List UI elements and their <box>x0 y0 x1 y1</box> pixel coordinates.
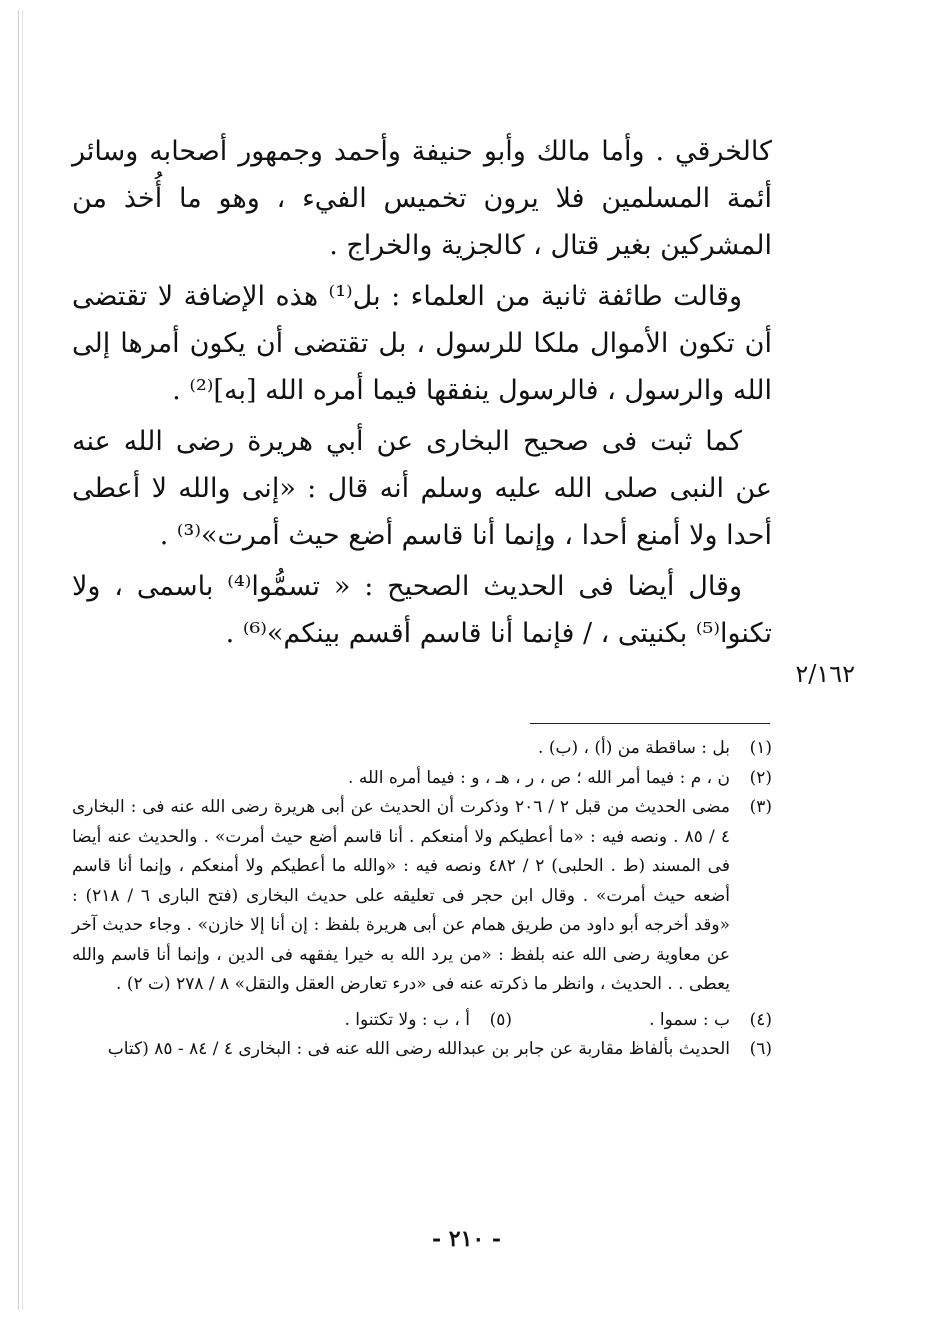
footnotes <box>72 734 772 1065</box>
paragraph-2: وقالت طائفة ثانية من العلماء : بل⁽¹⁾ هذه الإضافة لا تقتضى أن تكون الأموال ملكا للرسول ، بل تقتضى أن يكون أمرها إلى الله والرسول ، فالرسول ينفقها فيما أمره الله [به]⁽²⁾ . <box>72 281 772 406</box>
footnote-text: مضى الحديث من قبل ٢ / ٢٠٦ وذكرت أن الحديث عن أبى هريرة رضى الله عنه فى : البخارى ٤ / ٨٥ . ونصه فيه : «ما أعطيكم ولا أمنعكم . أنا قاسم أضع حيث أمرت» . والحديث عنه أيضا فى المسند (ط . الحلبى) ٢ / ٤٨٢ ونصه فيه : «والله ما أعطيكم ولا أمنعكم ، وإنما أنا قاسم أضعه حيث أمرت» . وقال ابن حجر فى تعليقه على حديث البخارى (فتح البارى ٦ / ٢١٨) : «وقد أخرجه أبو داود من طريق همام عن أبى هريرة بلفظ : إن أنا إلا خازن» . وجاء حديث آخر عن معاوية رضى الله عنه بلفظ : «من يرد الله به خيرا يفقهه فى الدين ، وإنما أنا قاسم والله يعطى . . الحديث ، وانظر ما ذكرته عنه فى «درء تعارض العقل والنقل» ٨ / ٢٧٨ (ت ٢) . <box>72 797 731 994</box>
binding-edge-line-inner <box>22 10 23 1310</box>
footnote-text: بل : ساقطة من (أ) ، (ب) . <box>538 738 730 758</box>
paragraph-3: كما ثبت فى صحيح البخارى عن أبي هريرة رضى الله عنه عن النبى صلى الله عليه وسلم أنه قال : «إنى والله لا أعطى أحدا ولا أمنع أحدا ، وإنما أنا قاسم أضع حيث أمرت»⁽³⁾ . <box>72 426 772 551</box>
binding-edge-line <box>18 10 19 1310</box>
margin-reference: ٢/١٦٢ <box>795 660 855 688</box>
footnote-1 <box>72 734 772 764</box>
footnote-text: الحديث بألفاظ مقاربة عن جابر بن عبدالله رضى الله عنه فى : البخارى ٤ / ٨٤ - ٨٥ (كتاب <box>107 1039 730 1059</box>
footnote-text: أ ، ب : ولا تكتنوا . <box>344 1009 470 1030</box>
footnote-number: (٢) <box>749 767 772 788</box>
paragraph-1: كالخرقي . وأما مالك وأبو حنيفة وأحمد وجمهور أصحابه وسائر أئمة المسلمين فلا يرون تخميس الفيء ، وهو ما أُخذ من المشركين بغير قتال ، كالجزية والخراج . <box>72 136 772 261</box>
page-number: - ٢١٠ - <box>431 1226 502 1252</box>
footnote-4 <box>512 1006 772 1036</box>
paragraph-4: وقال أيضا فى الحديث الصحيح : « تسمُّوا⁽⁴⁾ باسمى ، ولا تكنوا⁽⁵⁾ بكنيتى ، / فإنما أنا قاسم أقسم بينكم»⁽⁶⁾ . <box>72 571 772 649</box>
footnote-6 <box>72 1035 772 1065</box>
footnote-number: (٥) <box>489 1009 512 1030</box>
footnote-number: (٣) <box>749 797 772 817</box>
footnote-3 <box>72 793 772 1000</box>
footnote-number: (١) <box>749 738 772 758</box>
footnote-text: ن ، م : فيما أمر الله ؛ ص ، ر ، هـ ، و : فيما أمره الله . <box>348 767 730 788</box>
footnote-number: (٤) <box>749 1009 772 1030</box>
footnote-text: ب : سموا . <box>649 1009 730 1030</box>
footnote-2 <box>72 764 772 794</box>
footnotes-4-5 <box>72 1006 772 1036</box>
footnote-separator <box>530 723 770 724</box>
footnote-number: (٦) <box>749 1039 772 1059</box>
main-text <box>72 128 772 657</box>
footnote-5 <box>344 1006 512 1036</box>
